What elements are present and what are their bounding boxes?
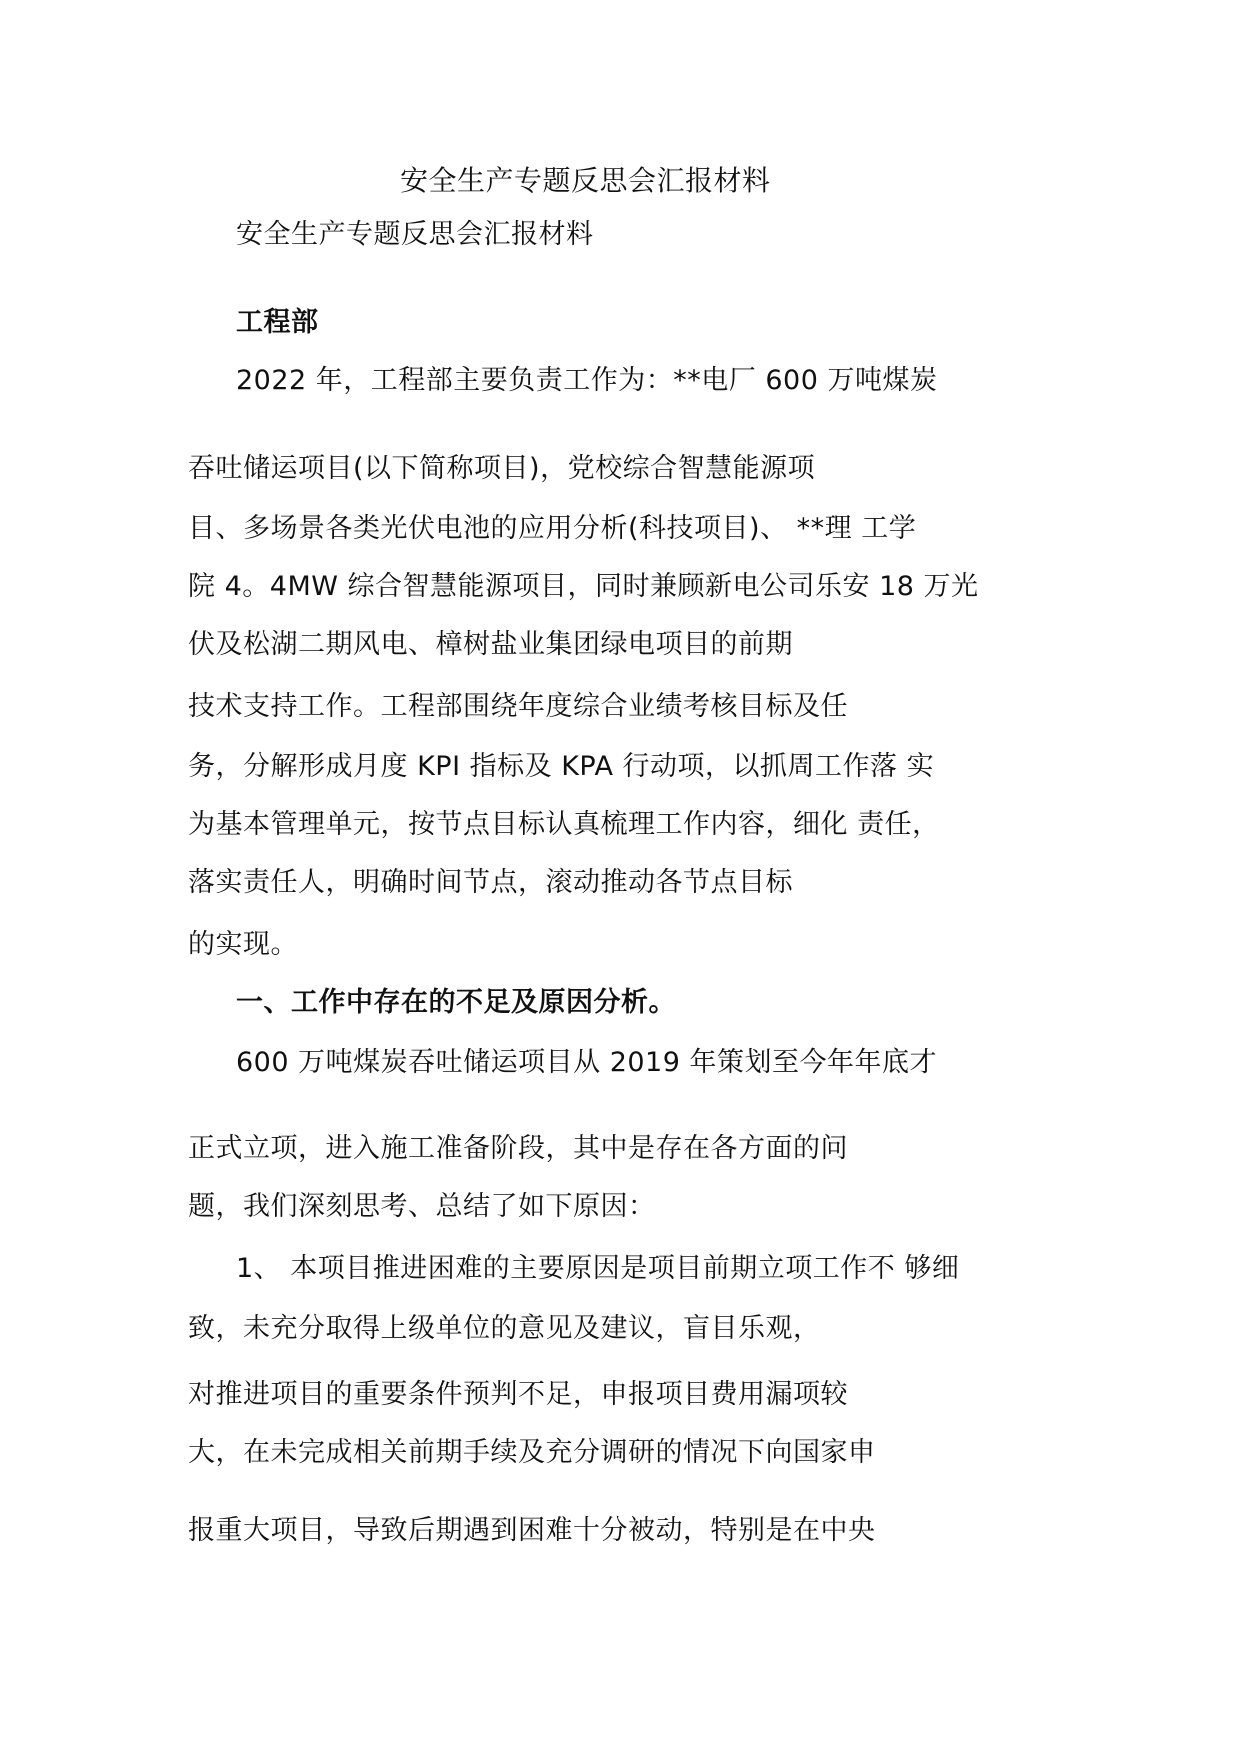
paragraph-line: 正式立项，进入施工准备阶段，其中是存在各方面的问 — [188, 1133, 848, 1164]
paragraph-line: 大，在未完成相关前期手续及充分调研的情况下向国家申 — [188, 1437, 876, 1468]
department-label: 工程部 — [236, 307, 319, 338]
paragraph-line: 报重大项目，导致后期遇到困难十分被动，特别是在中央 — [188, 1515, 876, 1546]
paragraph-line: 伏及松湖二期风电、樟树盐业集团绿电项目的前期 — [188, 629, 793, 660]
paragraph-line: 的实现。 — [188, 929, 298, 960]
paragraph-line: 吞吐储运项目(以下简称项目)，党校综合智慧能源项 — [188, 453, 816, 484]
paragraph-line: 目、多场景各类光伏电池的应用分析(科技项目)、 **理 工学 — [188, 513, 917, 544]
paragraph-line: 务，分解形成月度 KPI 指标及 KPA 行动项，以抓周工作落 实 — [188, 751, 935, 782]
paragraph-line: 题，我们深刻思考、总结了如下原因： — [188, 1191, 656, 1222]
paragraph-line: 600 万吨煤炭吞吐储运项目从 2019 年策划至今年年底才 — [236, 1047, 937, 1078]
section-heading: 一、工作中存在的不足及原因分析。 — [236, 987, 676, 1018]
paragraph-line: 落实责任人，明确时间节点，滚动推动各节点目标 — [188, 867, 793, 898]
document-title: 安全生产专题反思会汇报材料 — [400, 164, 771, 197]
paragraph-line: 2022 年，工程部主要负责工作为：**电厂 600 万吨煤炭 — [236, 365, 938, 396]
document-subtitle: 安全生产专题反思会汇报材料 — [236, 219, 594, 250]
paragraph-line: 致，未充分取得上级单位的意见及建议，盲目乐观， — [188, 1313, 821, 1344]
paragraph-line: 1、 本项目推进困难的主要原因是项目前期立项工作不 够细 — [236, 1253, 960, 1284]
paragraph-line: 院 4。4MW 综合智慧能源项目，同时兼顾新电公司乐安 18 万光 — [188, 571, 979, 602]
paragraph-line: 技术支持工作。工程部围绕年度综合业绩考核目标及任 — [188, 691, 848, 722]
paragraph-line: 对推进项目的重要条件预判不足，申报项目费用漏项较 — [188, 1379, 848, 1410]
paragraph-line: 为基本管理单元，按节点目标认真梳理工作内容，细化 责任， — [188, 809, 940, 840]
